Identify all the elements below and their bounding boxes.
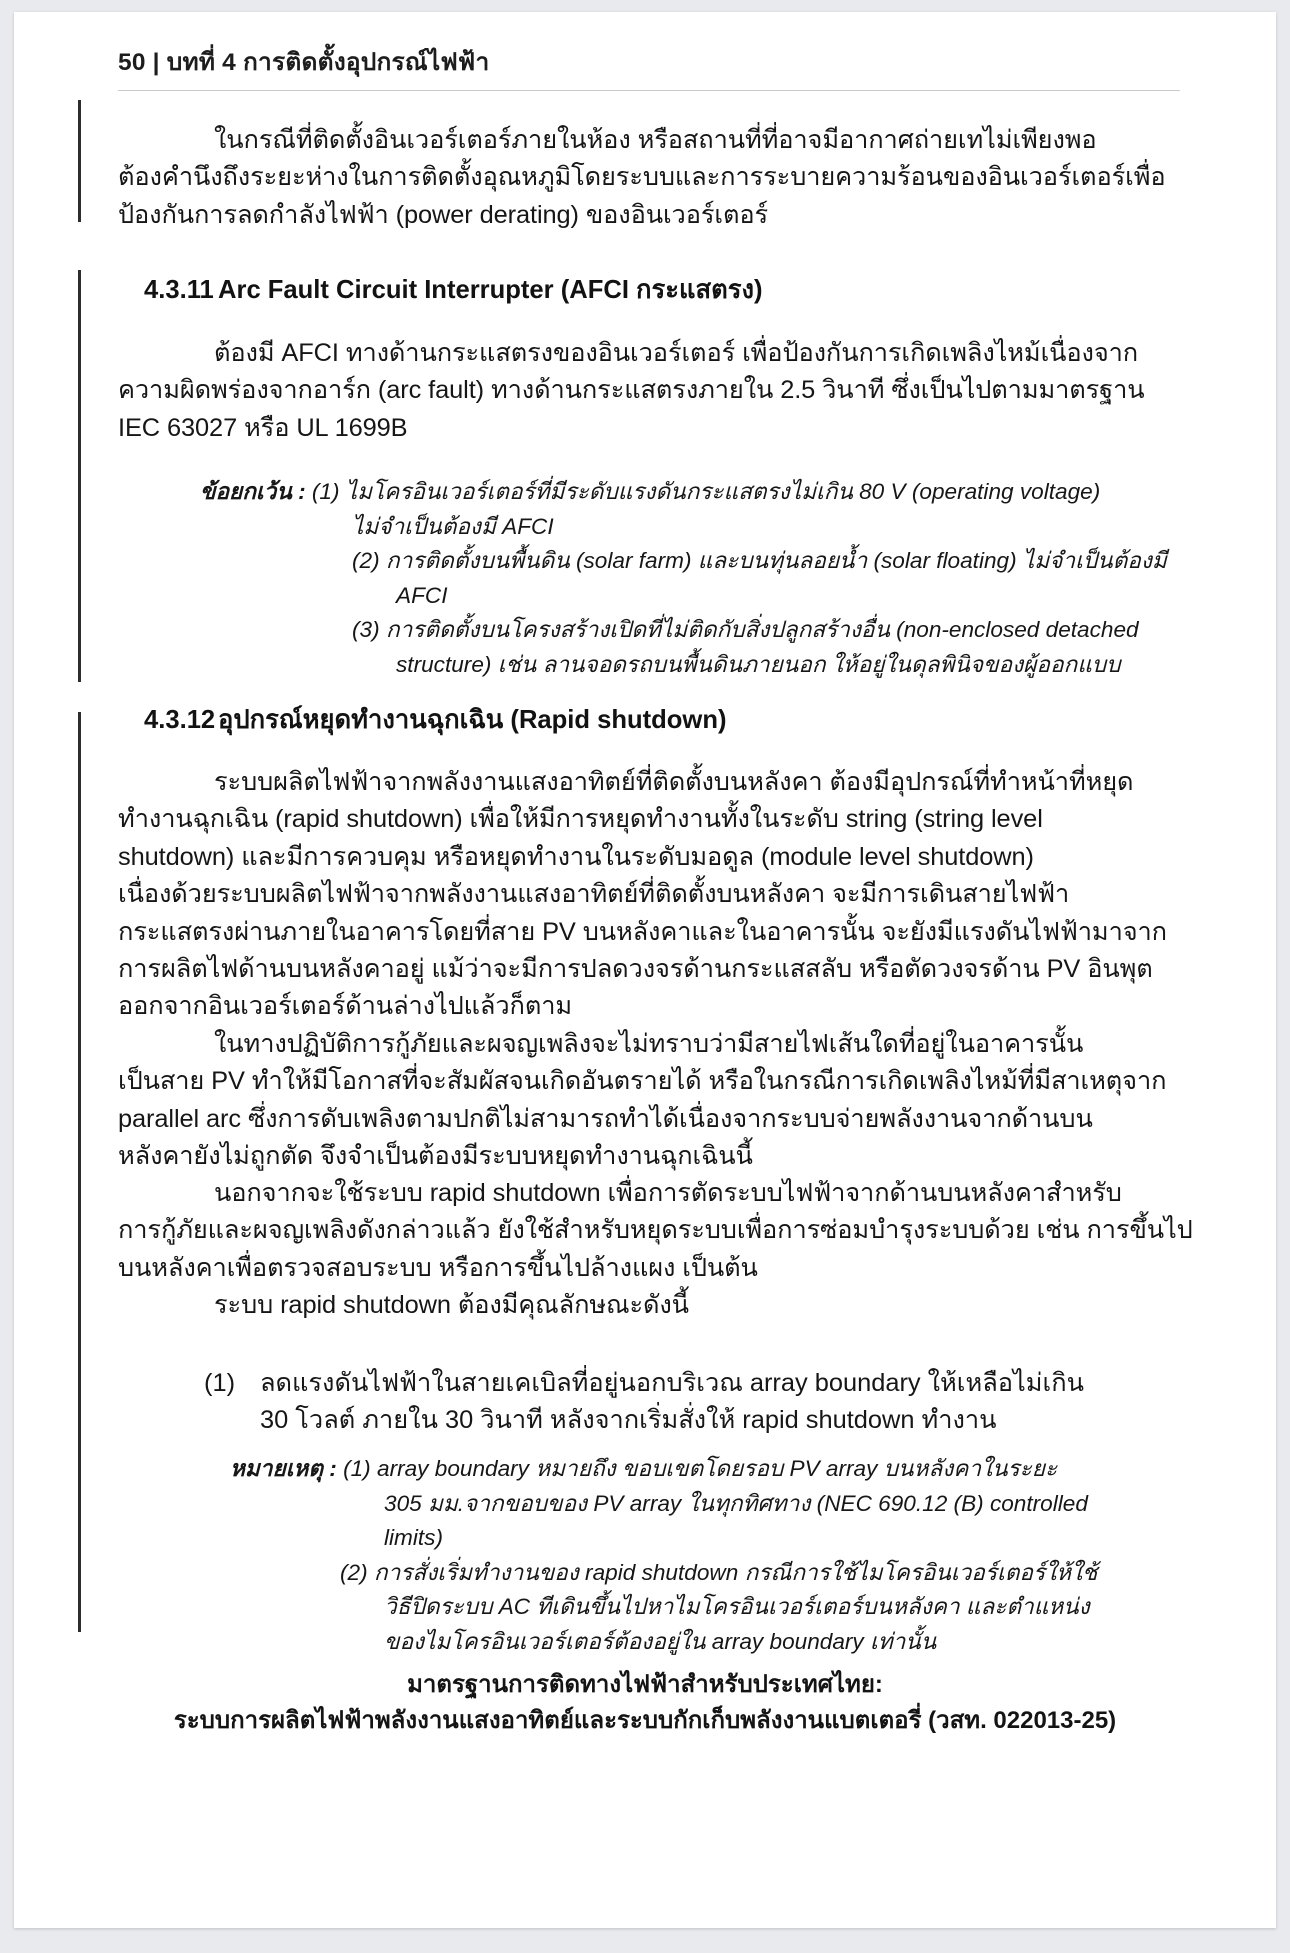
exception-3-line-2: structure) เช่น ลานจอดรถบนพื้นดินภายนอก ให้อยู่ในดุลพินิจของผู้ออกแบบ: [396, 651, 1121, 677]
note-label: หมายเหตุ :: [230, 1456, 337, 1481]
exception-item-1: [200, 475, 1200, 544]
section-4-3-12-paragraph-3: [118, 1175, 1208, 1287]
rapid-shutdown-item-1-line-1: ลดแรงดันไฟฟ้าในสายเคเบิลที่อยู่นอกบริเวณ array boundary ให้เหลือไม่เกิน: [260, 1369, 1084, 1397]
header-divider: [118, 90, 1180, 91]
note-2-marker: (2): [340, 1559, 368, 1585]
exception-3-line-1: การติดตั้งบนโครงสร้างเปิดที่ไม่ติดกับสิ่งปลูกสร้างอื่น (non-enclosed detached: [385, 617, 1139, 643]
section-4-3-11-paragraph-line-1: ต้องมี AFCI ทางด้านกระแสตรงของอินเวอร์เตอร์ เพื่อป้องกันการเกิดเพลิงไหม้เนื่องจาก: [214, 339, 1139, 367]
section-4-3-12-paragraph-4: [118, 1287, 1208, 1324]
page-header: [118, 48, 1178, 77]
page-footer: [14, 1667, 1276, 1739]
exception-1-marker: (1): [311, 479, 340, 504]
change-bar-top: [78, 100, 81, 222]
exception-1-line-1: ไมโครอินเวอร์เตอร์ที่มีระดับแรงดันกระแสตรงไม่เกิน 80 V (operating voltage): [345, 479, 1101, 504]
exception-item-3: [200, 613, 1200, 682]
rapid-shutdown-note-2: [230, 1556, 1230, 1660]
rapid-shutdown-item-1-marker: (1): [204, 1369, 236, 1397]
exception-item-2: [200, 544, 1200, 613]
rapid-shutdown-note-block: [230, 1452, 1230, 1660]
section-4-3-11-paragraph: [118, 335, 1198, 447]
exception-2-marker: (2): [352, 548, 380, 574]
page-header-text: 50 | บทที่ 4 การติดตั้งอุปกรณ์ไฟฟ้า: [118, 49, 490, 76]
section-number-4-3-12: 4.3.12: [144, 706, 216, 734]
note-1-line-1: array boundary หมายถึง ขอบเขตโดยรอบ PV array บนหลังคาในระยะ: [377, 1456, 1058, 1481]
note-2-line-3: ของไมโครอินเวอร์เตอร์ต้องอยู่ใน array boundary เท่านั้น: [384, 1628, 937, 1654]
section-4-3-12-p4-line-1: ระบบ rapid shutdown ต้องมีคุณลักษณะดังนี้: [214, 1291, 689, 1319]
page-content: [14, 12, 1276, 1928]
section-heading-4-3-12: [144, 705, 727, 737]
section-4-3-12-p1-line-3: shutdown) และมีการควบคุม หรือหยุดทำงานในระดับมอดูล (module level shutdown): [118, 842, 1034, 871]
section-4-3-12-p3-line-2: การกู้ภัยและผจญเพลิงดังกล่าวแล้ว ยังใช้สำหรับหยุดระบบเพื่อการซ่อมบำรุงระบบด้วย เช่น การขึ้นไป: [118, 1216, 1193, 1245]
section-heading-4-3-11: [144, 275, 763, 307]
exception-block-4-3-11: [200, 475, 1200, 683]
section-4-3-12-paragraph-1: [118, 764, 1208, 1026]
section-4-3-12-p2-line-2: เป็นสาย PV ทำให้มีโอกาสที่จะสัมผัสจนเกิดอันตรายได้ หรือในกรณีการเกิดเพลิงไหม้ที่มีสาเหตุจาก: [118, 1067, 1167, 1096]
rapid-shutdown-note-1: [230, 1452, 1230, 1556]
change-bar-middle: [78, 270, 81, 682]
section-title-4-3-12: อุปกรณ์หยุดทำงานฉุกเฉิน (Rapid shutdown): [218, 706, 727, 734]
section-title-4-3-11: Arc Fault Circuit Interrupter (AFCI กระแสตรง): [218, 276, 763, 304]
intro-paragraph-line-2: ต้องคำนึงถึงระยะห่างในการติดตั้งอุณหภูมิโดยระบบและการระบายความร้อนของอินเวอร์เตอร์เพื่อ: [118, 163, 1166, 192]
section-4-3-12-p2-line-3: parallel arc ซึ่งการดับเพลิงตามปกติไม่สามารถทำได้เนื่องจากระบบจ่ายพลังงานจากด้านบน: [118, 1104, 1093, 1133]
section-4-3-12-p3-line-1: นอกจากจะใช้ระบบ rapid shutdown เพื่อการตัดระบบไฟฟ้าจากด้านบนหลังคาสำหรับ: [214, 1179, 1122, 1207]
exception-3-marker: (3): [352, 617, 380, 643]
footer-line-1: มาตรฐานการติดทางไฟฟ้าสำหรับประเทศไทย:: [407, 1671, 883, 1698]
note-2-line-1: การสั่งเริ่มทำงานของ rapid shutdown กรณีการใช้ไมโครอินเวอร์เตอร์ให้ใช้: [373, 1559, 1098, 1585]
section-4-3-11-paragraph-line-2: ความผิดพร่องจากอาร์ก (arc fault) ทางด้านกระแสตรงภายใน 2.5 วินาที ซึ่งเป็นไปตามมาตรฐาน: [118, 376, 1145, 405]
exception-2-line-2: AFCI: [396, 582, 448, 608]
section-4-3-12-p1-line-2: ทำงานฉุกเฉิน (rapid shutdown) เพื่อให้มีการหยุดทำงานทั้งในระดับ string (string level: [118, 805, 1043, 834]
intro-paragraph: [118, 122, 1198, 234]
document-page: [14, 12, 1276, 1928]
section-4-3-12-p1-line-1: ระบบผลิตไฟฟ้าจากพลังงานแสงอาทิตย์ที่ติดตั้งบนหลังคา ต้องมีอุปกรณ์ที่ทำหน้าที่หยุด: [214, 768, 1134, 796]
section-4-3-12-p2-line-1: ในทางปฏิบัติการกู้ภัยและผจญเพลิงจะไม่ทราบว่ามีสายไฟเส้นใดที่อยู่ในอาคารนั้น: [214, 1030, 1084, 1058]
section-4-3-11-paragraph-line-3: IEC 63027 หรือ UL 1699B: [118, 413, 408, 442]
section-number-4-3-11: 4.3.11: [144, 276, 214, 304]
intro-paragraph-line-1: ในกรณีที่ติดตั้งอินเวอร์เตอร์ภายในห้อง หรือสถานที่ที่อาจมีอากาศถ่ายเทไม่เพียงพอ: [214, 126, 1097, 154]
exception-2-line-1: การติดตั้งบนพื้นดิน (solar farm) และบนทุ่นลอยน้ำ (solar floating) ไม่จำเป็นต้องมี: [385, 548, 1167, 574]
section-4-3-12-p3-line-3: บนหลังคาเพื่อตรวจสอบระบบ หรือการขึ้นไปล้างแผง เป็นต้น: [118, 1253, 758, 1282]
rapid-shutdown-item-1: [204, 1365, 1204, 1440]
intro-paragraph-line-3: ป้องกันการลดกำลังไฟฟ้า (power derating) ของอินเวอร์เตอร์: [118, 200, 769, 229]
rapid-shutdown-item-1-line-2: 30 โวลต์ ภายใน 30 วินาที หลังจากเริ่มสั่งให้ rapid shutdown ทำงาน: [260, 1406, 997, 1435]
section-4-3-12-p1-line-4: เนื่องด้วยระบบผลิตไฟฟ้าจากพลังงานแสงอาทิตย์ที่ติดตั้งบนหลังคา จะมีการเดินสายไฟฟ้า: [118, 880, 1070, 909]
exception-label: ข้อยกเว้น :: [200, 479, 306, 504]
exception-1-line-2: ไม่จำเป็นต้องมี AFCI: [352, 513, 554, 539]
section-4-3-12-paragraph-2: [118, 1026, 1208, 1176]
note-1-line-3: limits): [384, 1525, 443, 1551]
note-2-line-2: วิธีปิดระบบ AC ทีเดินขึ้นไปหาไมโครอินเวอร์เตอร์บนหลังคา และตำแหน่ง: [384, 1594, 1090, 1620]
change-bar-bottom: [78, 712, 81, 1632]
section-4-3-12-p2-line-4: หลังคายังไม่ถูกตัด จึงจำเป็นต้องมีระบบหยุดทำงานฉุกเฉินนี้: [118, 1142, 753, 1171]
section-4-3-12-p1-line-7: ออกจากอินเวอร์เตอร์ด้านล่างไปแล้วก็ตาม: [118, 992, 573, 1021]
footer-line-2: ระบบการผลิตไฟฟ้าพลังงานแสงอาทิตย์และระบบกักเก็บพลังงานแบตเตอรี่ (วสท. 022013-25): [173, 1707, 1117, 1734]
note-1-marker: (1): [343, 1456, 371, 1481]
section-4-3-12-p1-line-5: กระแสตรงผ่านภายในอาคารโดยที่สาย PV บนหลังคาและในอาคารนั้น จะยังมีแรงดันไฟฟ้ามาจาก: [118, 917, 1167, 946]
section-4-3-12-p1-line-6: การผลิตไฟด้านบนหลังคาอยู่ แม้ว่าจะมีการปลดวงจรด้านกระแสสลับ หรือตัดวงจรด้าน PV อินพุต: [118, 955, 1153, 984]
note-1-line-2: 305 มม.จากขอบของ PV array ในทุกทิศทาง (NEC 690.12 (B) controlled: [384, 1490, 1088, 1516]
